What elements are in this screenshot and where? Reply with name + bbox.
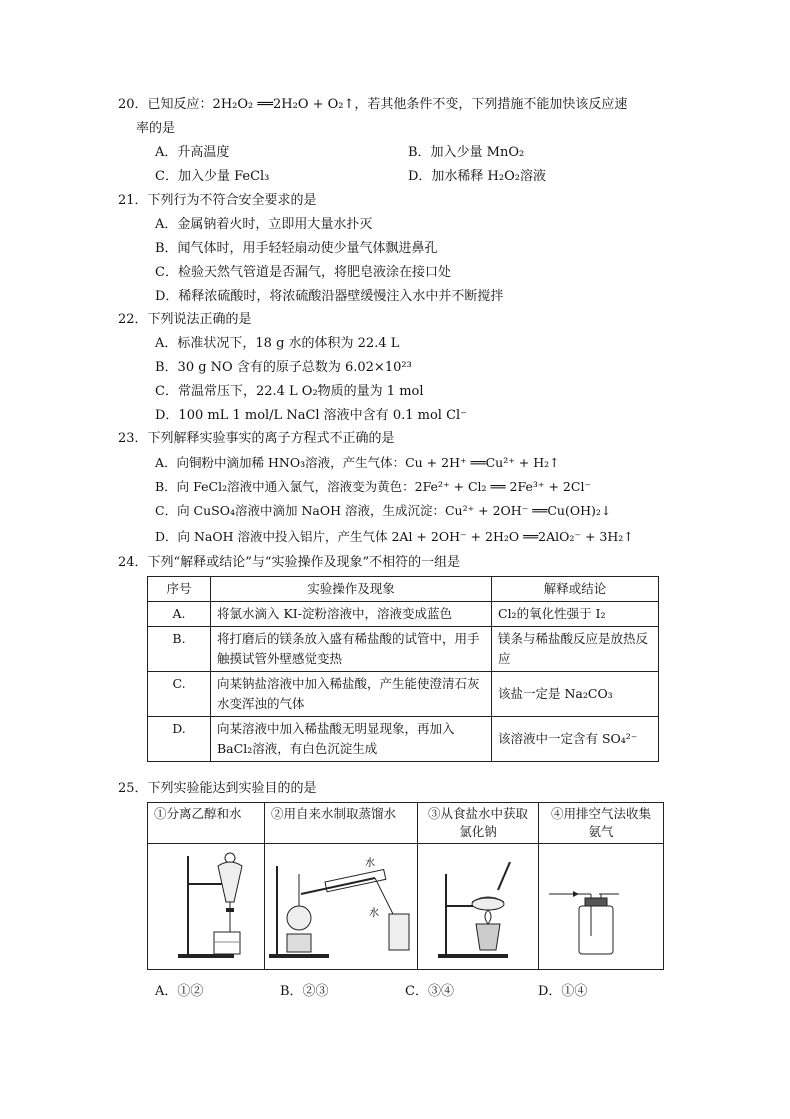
evaporation-apparatus	[418, 844, 538, 964]
q20-stem-line2: 率的是	[136, 121, 176, 136]
q21-option-c: C．检验天然气管道是否漏气，将肥皂液涂在接口处	[155, 265, 451, 280]
q25-exp-3-label: ③从食盐水中获取氯化钠	[418, 803, 539, 844]
q24-row-b-operation: 将打磨后的镁条放入盛有稀盐酸的试管中，用手触摸试管外壁感觉变热	[211, 627, 492, 672]
q20-stem-line1: 20．已知反应：2H₂O₂ ══2H₂O + O₂↑，若其他条件不变，下列措施不能加快该反应速	[118, 97, 628, 112]
q21-option-d: D．稀释浓硫酸时，将浓硫酸沿器壁缓慢注入水中并不断搅拌	[155, 289, 504, 304]
q24-header-operation: 实验操作及现象	[211, 577, 492, 602]
q25-option-b: B．②③	[280, 984, 329, 999]
q25-option-a: A．①②	[155, 984, 204, 999]
q24-row-a-conclusion: Cl₂的氧化性强于 I₂	[492, 602, 659, 627]
q25-exp-2-label: ②用自来水制取蒸馏水	[265, 803, 418, 844]
q25-exp-4-label: ④用排空气法收集氨气	[539, 803, 664, 844]
q25-exp-1-diagram	[148, 844, 265, 970]
q23-option-c: C．向 CuSO₄溶液中滴加 NaOH 溶液，生成沉淀：Cu²⁺ + 2OH⁻ ══Cu(OH)₂↓	[155, 503, 612, 518]
q23-stem: 23．下列解释实验事实的离子方程式不正确的是	[118, 431, 395, 446]
q24-header-conclusion: 解释或结论	[492, 577, 659, 602]
q24-row-c-no: C.	[148, 672, 211, 717]
q25-table	[147, 802, 664, 970]
q20-option-d: D．加水稀释 H₂O₂溶液	[408, 169, 546, 184]
q22-option-d: D．100 mL 1 mol/L NaCl 溶液中含有 0.1 mol Cl⁻	[155, 408, 468, 423]
q25-exp-2-diagram	[265, 844, 418, 970]
q24-header-no: 序号	[148, 577, 211, 602]
q21-option-b: B．闻气体时，用手轻轻扇动使少量气体飘进鼻孔	[155, 241, 438, 256]
table-row	[148, 717, 659, 762]
q24-row-c-conclusion: 该盐一定是 Na₂CO₃	[492, 672, 659, 717]
q24-row-d-operation: 向某溶液中加入稀盐酸无明显现象，再加入 BaCl₂溶液，有白色沉淀生成	[211, 717, 492, 762]
q20-option-b: B．加入少量 MnO₂	[408, 145, 525, 160]
q21-stem: 21．下列行为不符合安全要求的是	[118, 193, 317, 208]
separatory-funnel-apparatus	[148, 844, 264, 964]
water-in-label: 水	[369, 908, 379, 919]
table-row	[148, 602, 659, 627]
q24-row-d-no: D.	[148, 717, 211, 762]
table-row	[148, 627, 659, 672]
q25-option-c: C．③④	[405, 984, 454, 999]
q25-exp-1-label: ①分离乙醇和水	[148, 803, 265, 844]
q24-row-b-conclusion: 镁条与稀盐酸反应是放热反应	[492, 627, 659, 672]
water-out-label: 水	[365, 858, 375, 869]
q22-option-a: A．标准状况下，18 g 水的体积为 22.4 L	[155, 336, 400, 351]
q21-option-a: A．金属钠着火时，立即用大量水扑灭	[155, 217, 373, 232]
q22-option-b: B．30 g NO 含有的原子总数为 6.02×10²³	[155, 360, 412, 375]
table-row	[148, 672, 659, 717]
distillation-apparatus	[265, 844, 417, 964]
q24-row-c-operation: 向某钠盐溶液中加入稀盐酸，产生能使澄清石灰水变浑浊的气体	[211, 672, 492, 717]
q25-stem: 25．下列实验能达到实验目的的是	[118, 781, 317, 796]
q24-stem: 24．下列“解释或结论”与“实验操作及现象”不相符的一组是	[118, 555, 461, 570]
gas-collection-bottle	[539, 844, 663, 964]
q24-row-b-no: B.	[148, 627, 211, 672]
q23-option-d: D．向 NaOH 溶液中投入铝片，产生气体 2Al + 2OH⁻ + 2H₂O ══2AlO₂⁻ + 3H₂↑	[155, 529, 634, 544]
q25-exp-3-diagram	[418, 844, 539, 970]
q23-option-b: B．向 FeCl₂溶液中通入氯气，溶液变为黄色：2Fe²⁺ + Cl₂ ══ 2Fe³⁺ + 2Cl⁻	[155, 479, 592, 494]
q24-table	[147, 576, 659, 762]
q24-row-d-conclusion: 该溶液中一定含有 SO₄²⁻	[492, 717, 659, 762]
q23-option-a: A．向铜粉中滴加稀 HNO₃溶液，产生气体：Cu + 2H⁺ ══Cu²⁺ + H₂↑	[155, 455, 560, 470]
q25-option-d: D．①④	[538, 984, 588, 999]
q24-row-a-no: A.	[148, 602, 211, 627]
q20-option-a: A．升高温度	[155, 145, 230, 160]
q22-option-c: C．常温常压下，22.4 L O₂物质的量为 1 mol	[155, 384, 424, 399]
q20-option-c: C．加入少量 FeCl₃	[155, 169, 270, 184]
q24-row-a-operation: 将氯水滴入 KI-淀粉溶液中，溶液变成蓝色	[211, 602, 492, 627]
q22-stem: 22．下列说法正确的是	[118, 312, 252, 327]
q25-exp-4-diagram	[539, 844, 664, 970]
